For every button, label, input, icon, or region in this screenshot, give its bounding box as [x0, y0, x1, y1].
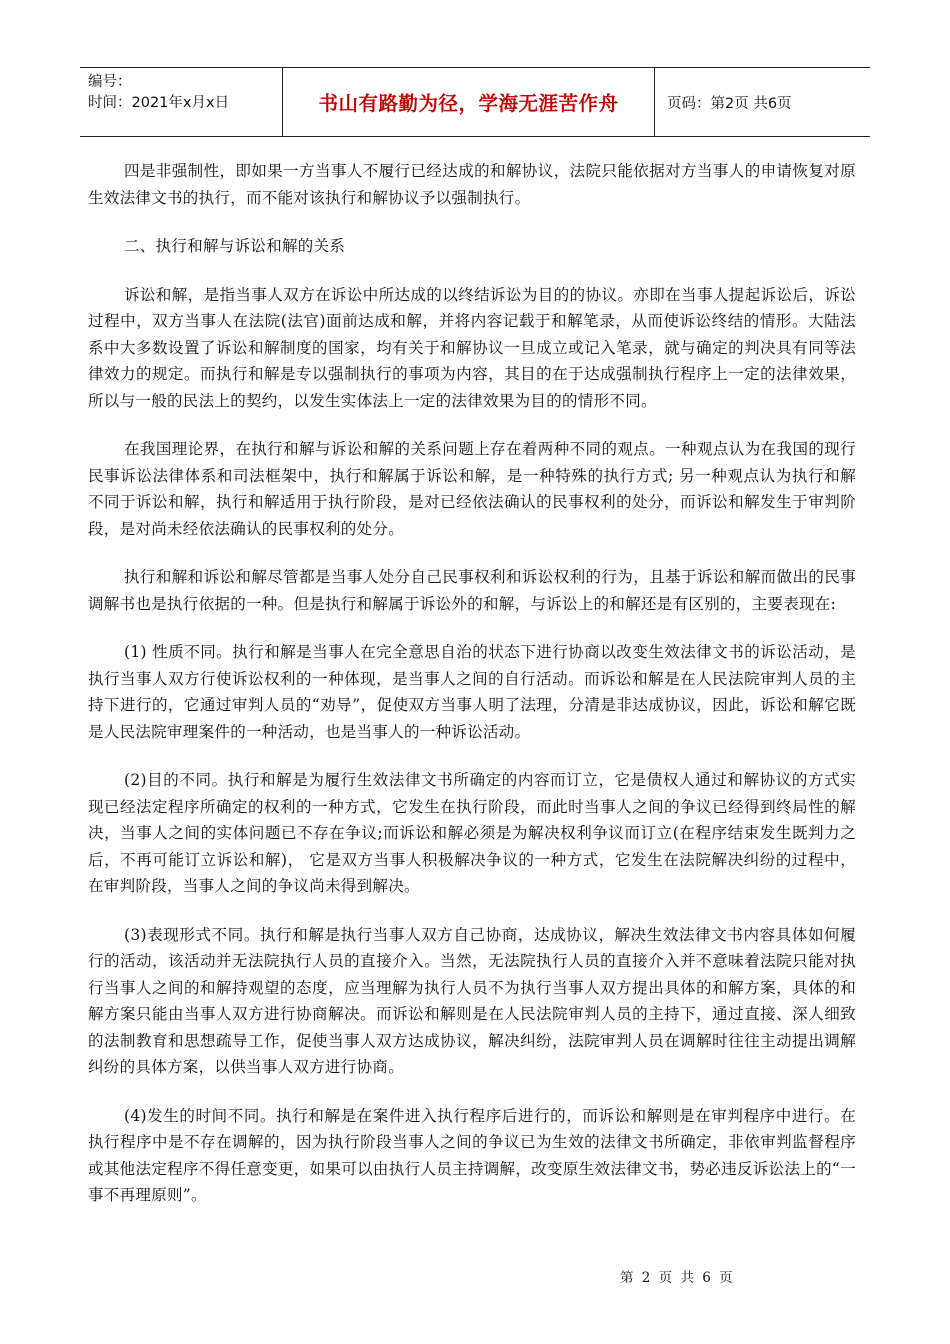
- paragraph: (2)目的不同。执行和解是为履行生效法律文书所确定的内容而订立，它是债权人通过和解协议的方式实现已经法定程序所确定的权利的一种方式，它发生在执行阶段，而此时当事人之间的争议已经得到终局性的解决，当事人之间的实体问题已不存在争议;而诉讼和解必须是为解决权利争议而订立(在程序结束发生既判力之后，不再可能订立诉讼和解)， 它是双方当事人积极解决争议的一种方式，它发生在法院解决纠纷的过程中，在审判阶段，当事人之间的争议尚未得到解决。: [88, 771, 856, 895]
- document-body: [88, 158, 856, 1231]
- paragraph: (4)发生的时间不同。执行和解是在案件进入执行程序后进行的，而诉讼和解则是在审判程序中进行。在执行程序中是不存在调解的，因为执行阶段当事人之间的争议已为生效的法律文书所确定，非依审判监督程序或其他法定程序不得任意变更，如果可以由执行人员主持调解，改变原生效法律文书，势必违反诉讼法上的“一事不再理原则”。: [88, 1106, 856, 1204]
- paragraph: (3)表现形式不同。执行和解是执行当事人双方自己协商，达成协议，解决生效法律文书内容具体如何履行的活动，该活动并无法院执行人员的直接介入。当然，无法院执行人员的直接介入并不意味着法院只能对执行当事人之间的和解持观望的态度，应当理解为执行人员不为执行当事人双方提出具体的和解方案，具体的和解方案只能由当事人双方进行协商解决。而诉讼和解则是在人民法院审判人员的主持下，通过直接、深人细致的法制教育和思想疏导工作，促使当事人双方达成协议，解决纠纷，法院审判人员在调解时往往主动提出调解纠纷的具体方案，以供当事人双方进行协商。: [88, 925, 856, 1076]
- page-footer: 第 2 页 共 6 页: [620, 1270, 735, 1286]
- document-date: 时间：2021年x月x日: [88, 95, 230, 111]
- paragraph: 诉讼和解，是指当事人双方在诉讼中所达成的以终结诉讼为目的的协议。亦即在当事人提起诉讼后，诉讼过程中，双方当事人在法院(法官)面前达成和解，并将内容记载于和解笔录，从而使诉讼终结的情形。大陆法系中大多数设置了诉讼和解制度的国家，均有关于和解协议一旦成立或记入笔录，就与确定的判决具有同等法律效力的规定。而执行和解是专以强制执行的事项为内容，其目的在于达成强制执行程序上一定的法律效果，所以与一般的民法上的契约，以发生实体法上一定的法律效果为目的的情形不同。: [88, 285, 856, 410]
- page-header: [80, 67, 870, 137]
- paragraph: 在我国理论界，在执行和解与诉讼和解的关系问题上存在着两种不同的观点。一种观点认为在我国的现行民事诉讼法律体系和司法框架中，执行和解属于诉讼和解，是一种特殊的执行方式; 另一种观点认为执行和解不同于诉讼和解，执行和解适用于执行阶段，是对已经依法确认的民事权利的处分，而诉讼和解发生于审判阶段，是对尚未经依法确认的民事权利的处分。: [88, 440, 856, 538]
- header-page-info: 页码：第2页 共6页: [667, 95, 792, 112]
- paragraph: (1) 性质不同。执行和解是当事人在完全意思自治的状态下进行协商以改变生效法律文书的诉讼活动，是执行当事人双方行使诉讼权利的一种体现，是当事人之间的自行活动。而诉讼和解是在人民法院审判人员的主持下进行的，它通过审判人员的“劝导”，促使双方当事人明了法理，分清是非达成协议，因此，诉讼和解它既是人民法院审理案件的一种活动，也是当事人的一种诉讼活动。: [88, 643, 856, 741]
- paragraph: 四是非强制性，即如果一方当事人不履行已经达成的和解协议，法院只能依据对方当事人的申请恢复对原生效法律文书的执行，而不能对该执行和解协议予以强制执行。: [88, 162, 856, 207]
- section-heading: 二、执行和解与诉讼和解的关系: [124, 237, 346, 255]
- paragraph: 执行和解和诉讼和解尽管都是当事人处分自己民事权利和诉讼权利的行为，且基于诉讼和解而做出的民事调解书也是执行依据的一种。但是执行和解属于诉讼外的和解，与诉讼上的和解还是有区别的，主要表现在:: [88, 568, 856, 613]
- header-motto: 书山有路勤为径，学海无涯苦作舟: [283, 68, 655, 136]
- document-number-label: 编号：: [88, 74, 132, 90]
- header-meta-cell: [80, 68, 283, 136]
